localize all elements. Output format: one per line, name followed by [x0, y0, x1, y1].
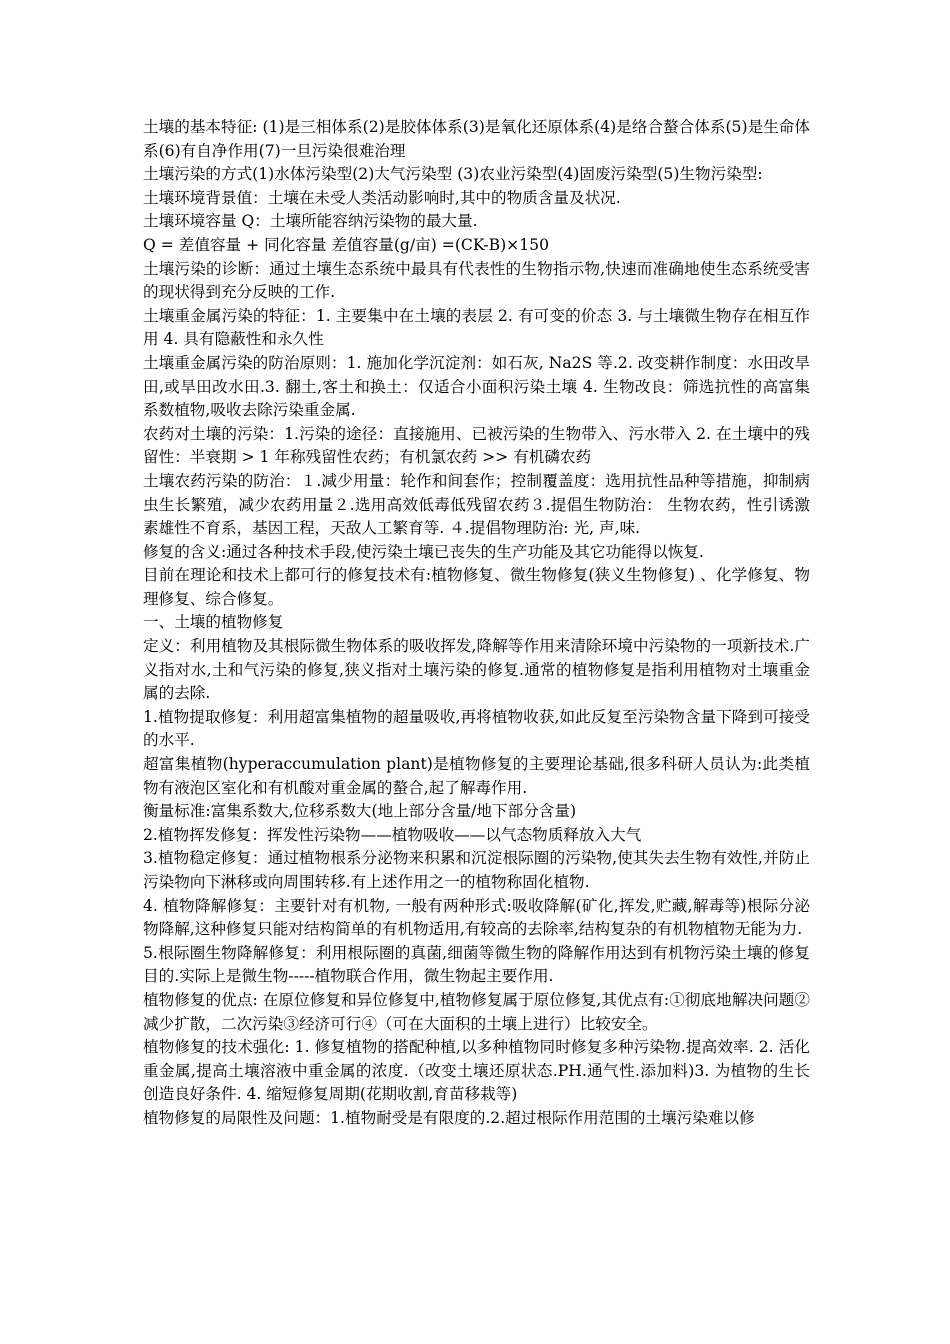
paragraph-heavy-metal-prevention: 土壤重金属污染的防治原则：1. 施加化学沉淀剂：如石灰, Na2S 等.2. 改变耕作制度：水田改旱田,或旱田改水田.3. 翻土,客土和换土：仅适合小面积污染土壤 4. 生物改良：筛选抗性的高富集系数植物,吸收去除污染重金属. [143, 353, 810, 420]
section-heading-phytoremediation: 一、土壤的植物修复 [143, 613, 284, 632]
paragraph-criteria: 衡量标准:富集系数大,位移系数大(地上部分含量/地下部分含量) [143, 802, 577, 821]
paragraph-enhancement: 植物修复的技术强化: 1. 修复植物的搭配种植,以多种植物同时修复多种污染物.提高效率. 2. 活化重金属,提高土壤溶液中重金属的浓度.（改变土壤还原状态.PH.通气性.添加料)3. 为植物的生长创造良好条件. 4. 缩短修复周期(花期收割,育苗移栽等) [143, 1038, 810, 1104]
paragraph-capacity-formula: Q = 差值容量 + 同化容量 差值容量(g/亩) =(CK-B)×150 [143, 235, 550, 254]
paragraph-hyperaccumulator: 超富集植物(hyperaccumulation plant)是植物修复的主要理论基础,很多科研人员认为:此类植物有液泡区室化和有机酸对重金属的螯合,起了解毒作用. [143, 755, 810, 797]
paragraph-remediation-meaning: 修复的含义:通过各种技术手段,使污染土壤已丧失的生产功能及其它功能得以恢复. [143, 542, 704, 561]
paragraph-pollution-diagnosis: 土壤污染的诊断：通过土壤生态系统中最具有代表性的生物指示物,快速而准确地使生态系统受害的现状得到充分反映的工作. [143, 259, 810, 302]
paragraph-heavy-metal-features: 土壤重金属污染的特征：1. 主要集中在土壤的表层 2. 有可变的价态 3. 与土壤微生物存在相互作用 4. 具有隐蔽性和永久性 [143, 306, 810, 349]
paragraph-phytostabilization: 3.植物稳定修复：通过植物根系分泌物来积累和沉淀根际圈的污染物,使其失去生物有效性,并防止污染物向下淋移或向周围转移.有上述作用之一的植物称固化植物. [143, 849, 810, 891]
paragraph-pesticide-pollution: 农药对土壤的污染：1.污染的途径：直接施用、已被污染的生物带入、污水带入 2. 在土壤中的残留性：半衰期 > 1 年称残留性农药；有机氯农药 >> 有机磷农药 [143, 424, 810, 467]
paragraph-phytodegradation: 4. 植物降解修复：主要针对有机物, 一般有两种形式:吸收降解(矿化,挥发,贮藏,解毒等)根际分泌物降解,这种修复只能对结构简单的有机物适用,有较高的去除率,结构复杂的有机物植物无能为力. [143, 896, 810, 939]
paragraph-background-value: 土壤环境背景值：土壤在未受人类活动影响时,其中的物质含量及状况. [143, 188, 621, 207]
paragraph-pesticide-prevention: 土壤农药污染的防治：１.减少用量：轮作和间套作；控制覆盖度：选用抗性品种等措施，抑制病虫生长繁殖，减少农药用量２.选用高效低毒低残留农药３.提倡生物防治： 生物农药，性引诱激素雄性不育系，基因工程，天敌人工繁育等. ４.提倡物理防治: 光, 声,味. [143, 471, 810, 538]
paragraph-pollution-modes: 土壤污染的方式(1)水体污染型(2)大气污染型 (3)农业污染型(4)固废污染型(5)生物污染型: [143, 165, 763, 184]
paragraph-limitations: 植物修复的局限性及问题：1.植物耐受是有限度的.2.超过根际作用范围的土壤污染难以修 [143, 1108, 755, 1127]
paragraph-rhizosphere-degradation: 5.根际圈生物降解修复：利用根际圈的真菌,细菌等微生物的降解作用达到有机物污染土壤的修复目的.实际上是微生物-----植物联合作用，微生物起主要作用. [143, 943, 810, 986]
paragraph-phytoextraction: 1.植物提取修复：利用超富集植物的超量吸收,再将植物收获,如此反复至污染物含量下降到可接受的水平. [143, 707, 810, 750]
paragraph-phytovolatilization: 2.植物挥发修复：挥发性污染物——植物吸收——以气态物质释放入大气 [143, 825, 642, 844]
paragraph-advantages: 植物修复的优点: 在原位修复和异位修复中,植物修复属于原位修复,其优点有:①彻底地解决问题②减少扩散，二次污染③经济可行④（可在大面积的土壤上进行）比较安全。 [143, 990, 810, 1033]
paragraph-soil-features: 土壤的基本特征: (1)是三相体系(2)是胶体体系(3)是氧化还原体系(4)是络合螯合体系(5)是生命体系(6)有自净作用(7)一旦污染很难治理 [143, 118, 810, 160]
paragraph-remediation-techniques: 目前在理论和技术上都可行的修复技术有:植物修复、微生物修复(狭义生物修复) 、化学修复、物理修复、综合修复。 [143, 566, 810, 608]
paragraph-definition: 定义：利用植物及其根际微生物体系的吸收挥发,降解等作用来清除环境中污染物的一项新技术.广义指对水,土和气污染的修复,狭义指对土壤污染的修复.通常的植物修复是指利用植物对土壤重金属的去除. [143, 637, 810, 703]
paragraph-environmental-capacity: 土壤环境容量 Q：土壤所能容纳污染物的最大量. [143, 212, 478, 231]
